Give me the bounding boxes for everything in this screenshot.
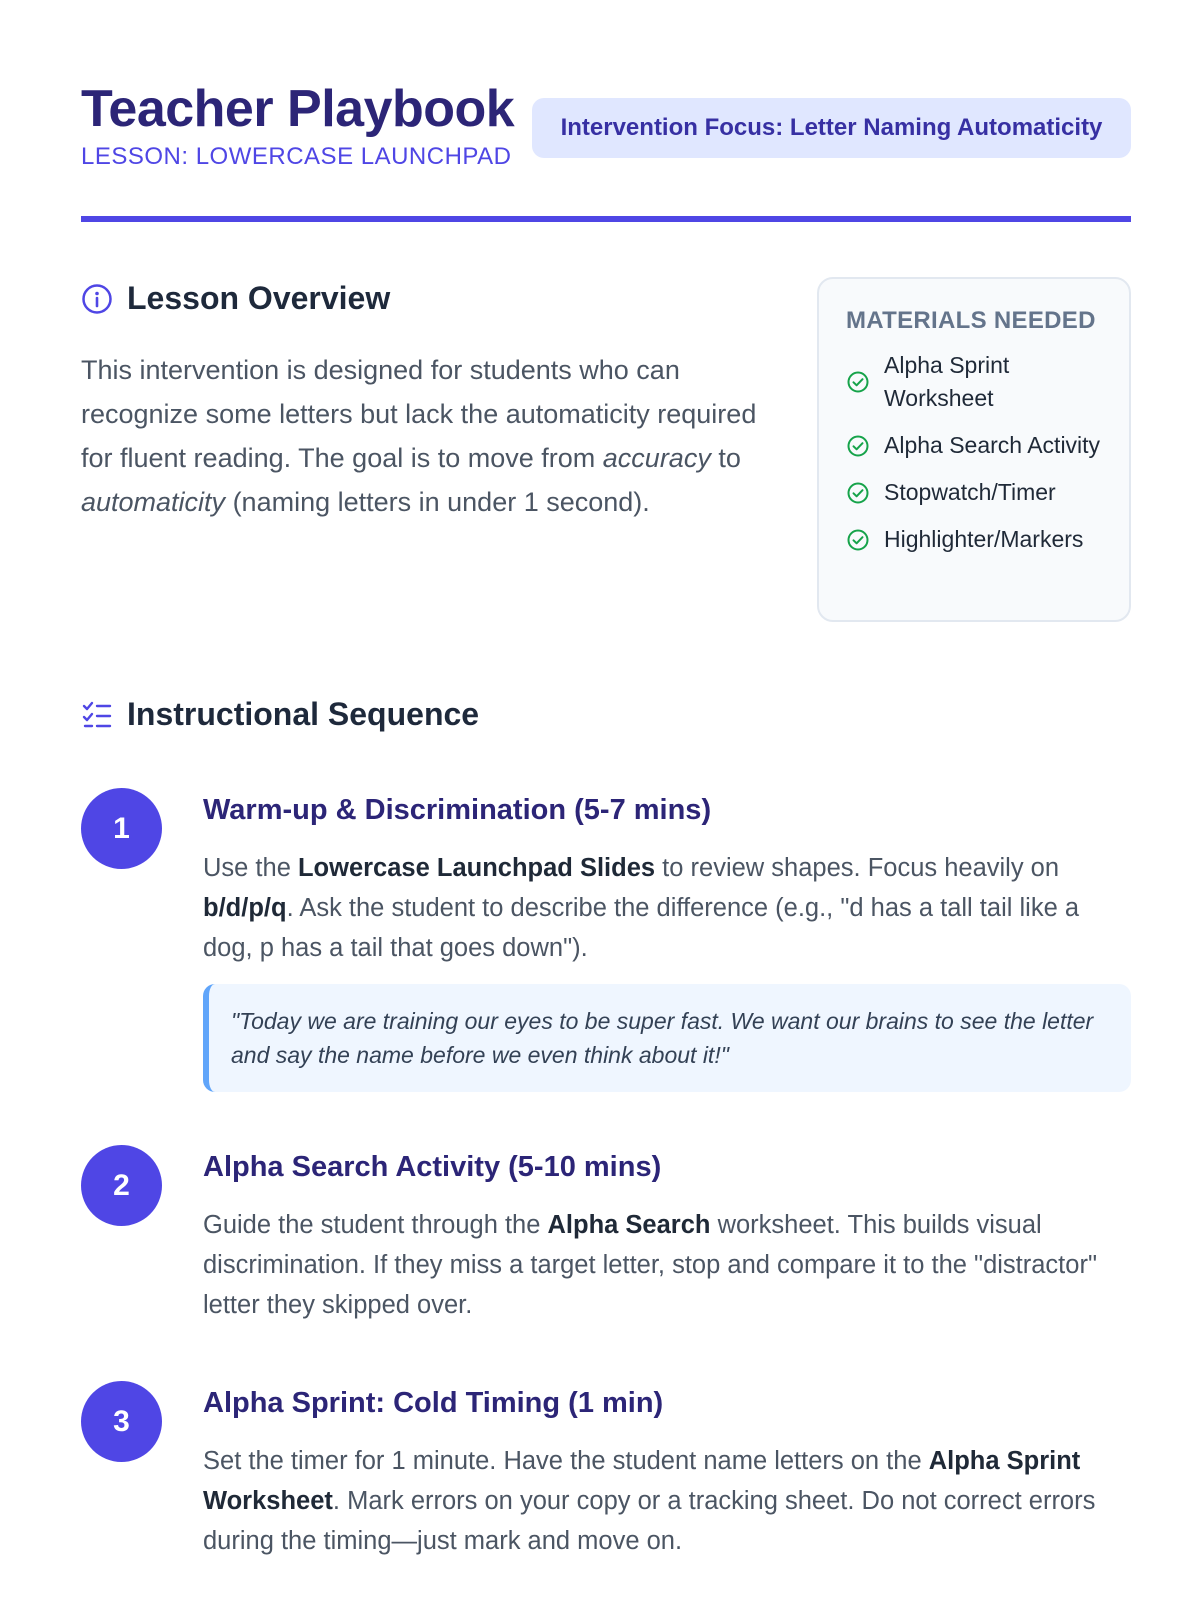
material-item	[846, 523, 1105, 556]
material-label: Stopwatch/Timer	[884, 479, 1056, 505]
lesson-subtitle: LESSON: LOWERCASE LAUNCHPAD	[81, 142, 512, 170]
material-item	[846, 349, 1105, 415]
overview-heading	[81, 280, 390, 317]
step-description	[203, 1441, 1131, 1561]
sequence-heading	[81, 696, 479, 733]
material-item	[846, 429, 1105, 462]
check-circle-icon	[846, 528, 870, 552]
check-circle-icon	[846, 434, 870, 458]
page-title: Teacher Playbook	[81, 80, 515, 138]
material-label: Highlighter/Markers	[884, 526, 1084, 552]
step-body	[203, 1145, 1131, 1325]
step-description	[203, 1205, 1131, 1325]
overview-text-part: (naming letters in under 1 second).	[225, 487, 650, 517]
overview-text-part: to	[710, 443, 741, 473]
step-number-badge: 2	[81, 1145, 162, 1226]
step-number-badge: 1	[81, 788, 162, 869]
overview-text-part: This intervention is designed for students who can recognize some letters but lack the automaticity required for fluent reading. The goal is to move from	[81, 355, 757, 473]
overview-emphasis-accuracy: accuracy	[602, 443, 711, 473]
step-number-badge: 3	[81, 1381, 162, 1462]
step-bold-text: Lowercase Launchpad Slides	[297, 854, 656, 882]
step-text-part: . Ask the student to describe the difference (e.g., "d has a tall tail like a dog, p has a tail that goes down").	[203, 894, 1080, 962]
check-circle-icon	[846, 370, 870, 394]
step-title: Alpha Sprint: Cold Timing (1 min)	[203, 1387, 664, 1419]
step-text-part: . Mark errors on your copy or a tracking sheet. Do not correct errors during the timing—just mark and move on.	[203, 1487, 1096, 1555]
page-header	[81, 82, 1131, 171]
step-text-part: Guide the student through the	[203, 1211, 548, 1239]
step-bold-text: Alpha Search	[547, 1211, 711, 1239]
material-label: Alpha Sprint Worksheet	[884, 352, 1010, 411]
sequence-title: Instructional Sequence	[127, 696, 480, 732]
step-bold-text: b/d/p/q	[203, 894, 287, 922]
step-text-part: worksheet. This builds visual discrimination. If they miss a target letter, stop and compare it to the "distractor" letter they skipped over.	[203, 1211, 1097, 1319]
step-body	[203, 788, 1131, 1092]
step-bold-text: Alpha Sprint Worksheet	[203, 1447, 1081, 1515]
header-divider	[81, 216, 1131, 222]
teacher-script-quote: "Today we are training our eyes to be super fast. We want our brains to see the letter and say the name before we even think about it!"	[203, 984, 1131, 1092]
overview-emphasis-automaticity: automaticity	[81, 487, 226, 517]
info-icon	[81, 283, 113, 315]
step-text-part: to review shapes. Focus heavily on	[655, 854, 1060, 882]
materials-card	[817, 277, 1131, 622]
material-label: Alpha Search Activity	[884, 432, 1101, 458]
step-title: Warm-up & Discrimination (5-7 mins)	[203, 794, 712, 826]
step-text-part: Set the timer for 1 minute. Have the student name letters on the	[203, 1447, 929, 1475]
overview-title: Lesson Overview	[127, 280, 391, 316]
material-item	[846, 476, 1105, 509]
step-description	[203, 848, 1131, 968]
step-body	[203, 1381, 1131, 1561]
intervention-focus-badge: Intervention Focus: Letter Naming Automaticity	[532, 98, 1131, 158]
materials-title: MATERIALS NEEDED	[846, 307, 1096, 334]
check-circle-icon	[846, 481, 870, 505]
step-title: Alpha Search Activity (5-10 mins)	[203, 1151, 662, 1183]
overview-paragraph	[81, 348, 761, 524]
list-checks-icon	[81, 699, 113, 731]
step-text-part: Use the	[203, 854, 298, 882]
materials-list	[846, 349, 1105, 556]
